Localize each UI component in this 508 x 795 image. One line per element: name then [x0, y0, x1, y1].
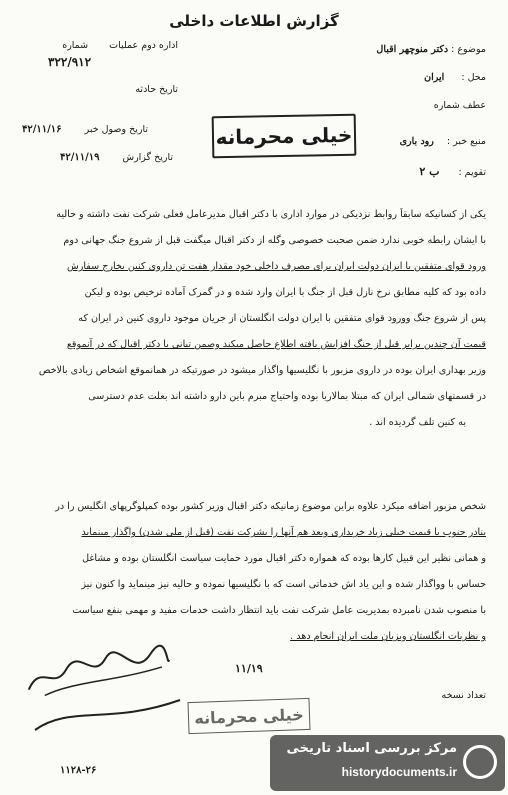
meta-number-value: ۳۲۲/۹۱۲	[48, 55, 92, 69]
body-line: وزیر بهداری ایران بوده در داروی مزبور با نگلیسیها واگذار میشود در صورتیکه در همانموقع اشخاص زیادی بالاخص	[38, 365, 486, 376]
body-line: یکی از کسانیکه سابقاً روابط نزدیکی در موارد اداری با دکتر اقبال مدیرعامل فعلی شرکت نفت داشته و حالیه	[56, 209, 486, 220]
meta-office	[62, 40, 178, 51]
meta-subject-value: دکتر منوچهر اقبال	[376, 44, 449, 55]
body-line: به کنین تلف گردیده اند .	[369, 417, 466, 428]
meta-office-value: اداره دوم عملیات	[109, 40, 178, 51]
body-line: با ایشان رابطه خوبی ندارد ضمن صحبت خصوصی وگله از دکتر اقبال میگفت قبل از شروع جنگ جهانی دوم	[63, 235, 486, 246]
meta-evaluation-label: تقویم	[464, 167, 486, 178]
meta-number-label: شماره	[62, 40, 89, 51]
body-line: پس از شروع جنگ وورود قوای متفقین با ایران دولت انگلستان از جریان موجود داروی کنین در ایران که	[78, 313, 486, 324]
body-line: بنادر جنوب با قیمت خیلی زیاد خریداری وبعد هم آنها را بشرکت نفت (قبل از ملی شدن) واگذار مینماید	[81, 527, 486, 538]
meta-receive-date-label: تاریخ وصول خبر	[84, 124, 148, 135]
meta-receive-date-value: ۴۲/۱۱/۱۶	[22, 124, 62, 135]
handwritten-date: ۱۱/۱۹	[235, 662, 263, 675]
archive-watermark	[270, 735, 505, 791]
body-line: داده بود که کلیه مطابق نرخ نازل قبل از جنگ با ایران وارد شده و در گمرک آماده ترخیص بوده و لیکن	[84, 287, 486, 298]
archive-logo-icon	[463, 745, 497, 779]
signature-stroke-icon	[30, 695, 190, 735]
watermark-fa: مرکز بررسی اسناد تاریخی	[286, 741, 457, 756]
report-title: گزارش اطلاعات داخلی	[169, 12, 339, 30]
meta-evaluation-value: ب ۲	[419, 165, 440, 178]
body-line: شخص مزبور اضافه میکرد علاوه براین موضوع زمانیکه دکتر اقبال وزیر کشور بوده کمپلوگرپهای انگلیس را در	[55, 501, 486, 512]
watermark-en: historydocuments.ir	[341, 765, 457, 779]
body-line: و همانی نظیر این قبیل کارها بوده که همواره دکتر اقبال مورد حمایت سیاست انگلستان بوده و مشاغل	[82, 553, 486, 564]
meta-location-value: ایران	[424, 72, 445, 83]
classification-stamp: خیلی محرمانه	[212, 114, 357, 159]
body-line: با منصوب شدن نامبرده بمدیریت عامل شرکت نفت باید انتظار داشت خدمات مفید و مهمی بنفع سیاست	[72, 605, 486, 616]
body-paragraph-1	[16, 208, 486, 430]
body-line: در قسمتهای شمالی ایران که مبتلا بمالاریا بوده واحتیاج مبرم باین دارو داشته اند بعلت عدم دسترسی	[88, 391, 486, 402]
body-paragraph-2	[16, 500, 486, 644]
meta-location-label: محل	[467, 72, 486, 83]
signature-scribble-icon	[20, 640, 174, 700]
meta-subject: موضوع : دکتر منوچهر اقبال	[376, 44, 486, 55]
body-line: حساس با وواگذار شده و این یاد اش خدماتی است که با نگلیسیها نموده و حالیه نیز مینماید وا کنون نیز	[81, 579, 486, 590]
meta-evaluation: تقویم : ب ۲	[419, 165, 486, 178]
meta-source-value: رود باری	[399, 136, 434, 147]
meta-report-date-value: ۴۲/۱۱/۱۹	[60, 152, 100, 163]
meta-subject-label: موضوع	[457, 44, 486, 55]
body-line: قیمت آن چندین برابر قبل از جنگ افزایش یافته اطلاع حاصل میکند وصمن تبانی با دکتر اقبال که در آنموقع	[66, 339, 486, 350]
body-line: ورود قوای متفقین با ایران دولت ایران برای مصرف داخلی خود مقدار هفت تن داروی کنین بخارج سفارش	[66, 261, 486, 272]
body-line: و نظریات انگلستان وبزیان ملت ایران انجام دهد .	[290, 631, 486, 642]
meta-incident-date-label: تاریخ حادثه	[135, 84, 178, 95]
copies-label: تعداد نسخه	[441, 690, 486, 701]
meta-report-date-label: تاریخ گزارش	[122, 152, 173, 163]
meta-source-label: منبع خبر	[453, 136, 486, 147]
meta-attachment-label: عطف شماره	[433, 100, 486, 111]
meta-source: منبع خبر : رود باری	[399, 136, 486, 147]
classification-stamp-repeat: خیلی محرمانه	[187, 698, 310, 734]
reference-number: ۱۱۲۸-۲۶	[60, 765, 97, 776]
meta-location: محل : ایران	[424, 72, 486, 83]
